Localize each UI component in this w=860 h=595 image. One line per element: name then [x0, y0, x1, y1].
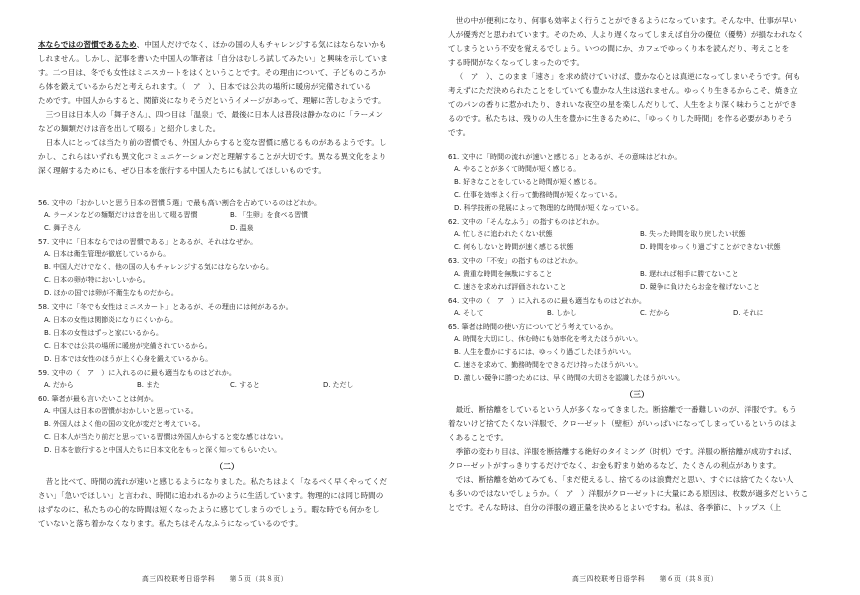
question-63: 63. 文中の「不安」の指すものはどれか。 [448, 256, 583, 266]
option-b: B. しかし [547, 308, 577, 317]
options-62b [448, 241, 826, 254]
option-c: C. 日本では公共の場所に暖房が完備されているから。 [44, 341, 212, 350]
options-63b [448, 281, 826, 294]
option-a: A. だから [44, 380, 74, 389]
option-a: A. やることが多くて時間が短く感じる。 [454, 165, 581, 174]
passage-line: ためです。中国人からすると、関節炎になりそうだというイメージがあって、理解に苦しむようです。 [38, 96, 386, 105]
options-62 [448, 228, 826, 241]
question-60: 60. 筆者が最も言いたいことは何か。 [38, 393, 158, 403]
passage-line: ら体を鍛えているからだと考えられます。（ ア ）、日本では公共の場所に暖房が完備されている [38, 82, 372, 91]
question-61: 61. 文中に「時間の流れが速いと感じる」とあるが、その意味はどれか。 [448, 152, 682, 161]
passage-line: 最近、断捨離をしているという人が多くなってきました。断捨離で一番難しいのが、洋服です。もう [455, 405, 797, 415]
option-c: C. 日本の卵が特においしいから。 [44, 276, 150, 285]
page-footer: 高三四校联考日语学科 第６页（共８页） [572, 575, 718, 583]
question-57: 57. 文中に「日本ならではの習慣である」とあるが、それはなぜか。 [38, 237, 258, 247]
option-b: B. 日本の女性はずっと家にいるから。 [44, 328, 163, 337]
question-64: 64. 文中の（ ア ）に入れるのに最も適当なものはどれか。 [448, 295, 646, 305]
option-d: D. ほかの国では卵が不衛生なものだから。 [44, 289, 178, 298]
question-59: 59. 文中の（ ア ）に入れるのに最も適当なものはどれか。 [38, 367, 236, 377]
option-d: D. 温泉 [230, 224, 254, 233]
option-d: D. 時間をゆっくり過ごすことができない状態 [640, 243, 781, 252]
passage-line: クローゼットがすっきりするだけでなく、お金も貯まり始めるなど、たくさんの利点があります。 [448, 461, 781, 471]
option-c: C. すると [230, 380, 260, 389]
option-c: C. 舞子さん [44, 224, 81, 233]
option-c: C. 日本人が当たり前だと思っている習慣は外国人からすると変な感じはない。 [44, 433, 288, 442]
option-d: D. 科学技術の発展によって物理的な時間が短くなっている。 [454, 204, 643, 213]
underlined-phrase: 本ならではの習慣であるため [38, 40, 137, 49]
option-d: D. 競争に負けたらお金を稼げないこと [640, 282, 760, 291]
passage-line: るのです。私たちは、残りの人生を豊かに生きるために、「ゆっくりした時間」を作る必要がありそう [448, 114, 793, 123]
option-a: A. 忙しさに追われたくない状態 [454, 230, 553, 239]
page-footer: 高三四校联考日语学科 第５页（共８页） [142, 575, 288, 583]
passage-line: かし、これらはいずれも異文化コミュニケーションだと理解することが大切です。異なる異文化をより [38, 152, 387, 161]
passage-line: する時間がなくなってしまったのです。 [448, 58, 585, 67]
passage-line: 考えずにただ決められたことをしていても豊かな人生は送れません。ゆっくり生きるからこそ、焼き立 [448, 86, 798, 95]
passage-line: 季節の変わり目は、洋服を断捨離する絶好のタイミング（时机）です。洋服の断捨離が成功すれば、 [455, 447, 797, 457]
option-c: C. 速さを求めて、勤務時間をできるだけ持ったほうがいい。 [454, 361, 643, 370]
passage-line: す。二つ目は、冬でも女性はミニスカートをはくということです。その理由について、子どものころか [38, 68, 386, 77]
option-b: B. 人生を豊かにするには、ゆっくり過ごしたほうがいい。 [454, 348, 636, 357]
options-64 [448, 307, 826, 320]
option-d: D. 激しい競争に勝つためには、早く時間の大切さを認識したほうがいい。 [454, 374, 685, 383]
passage-line: などの麺類だけは音を出して啜る」と紹介しました。 [38, 124, 221, 133]
option-a: A. そして [454, 308, 484, 317]
option-d: D. それに [733, 308, 764, 317]
option-d: D. ただし [323, 380, 354, 389]
section-heading-2: （二） [215, 462, 239, 472]
option-b: B. 外国人はよく他の国の文化が変だと考えている。 [44, 420, 205, 429]
passage-line: 昔と比べて、時間の流れが速いと感じるようになりました。私たちはよく「なるべく早くやってくだ [45, 477, 388, 487]
passage-line: では、断捨離を始めてみても、「まだ使えるし、捨てるのは浪費だと思い、すぐには捨てたくない人 [455, 475, 794, 485]
option-a: A. 時間を大切にし、休む時にも効率化を考えたほうがいい。 [454, 335, 643, 344]
passage-line: 人が優秀だと思われています。そのため、人より遅くなってしまえば自分の優位（優勢）が損なわれなく [448, 30, 804, 39]
option-b: B. 好きなことをしていると時間が短く感じる。 [454, 178, 601, 187]
section-heading-3: （三） [625, 390, 649, 400]
option-a: A. 中国人は日本の習慣がおかしいと思っている。 [44, 407, 198, 416]
option-c: C. 速さを求めれば評価されないこと [454, 282, 567, 291]
options-59 [38, 379, 416, 392]
option-b: B. 失った時間を取り戻したい状態 [640, 230, 746, 239]
option-a: A. ラーメンなどの麺類だけは音を出して啜る習慣 [44, 211, 198, 220]
option-c: C. 仕事を効率よく行って勤務時間が短くなっている。 [454, 191, 622, 200]
options-56 [38, 209, 416, 222]
option-d: D. 日本では女性のほうが上く心身を鍛えているから。 [44, 354, 213, 363]
passage-line: さい」「急いでほしい」と言われ、時間に追われるかのように生活しています。物理的には同じ時間の [38, 491, 384, 501]
option-b: B. また [137, 380, 160, 389]
passage-line: しれません。しかし、記事を書いた中国人の筆者は「自分はむしろ試してみたい」と興味を示していま [38, 54, 388, 63]
options-56b [38, 222, 416, 235]
passage-line: 世の中が便利になり、何事も効率よく行うことができるようになっています。そんな中、仕事が早い [455, 16, 797, 25]
option-a: A. 日本の女性は関節炎になりにくいから。 [44, 315, 178, 324]
option-b: B. 遅れれば相手に勝てないこと [640, 269, 739, 278]
question-56: 56. 文中の「おかしいと思う日本の習慣５選」で最も高い割合を占めているのはどれか。 [38, 198, 322, 207]
passage-line: 深く理解するためにも、ぜひ日本を旅行する中国人たちにも試してほしいものです。 [38, 166, 326, 175]
question-65: 65. 筆者は時間の使い方についてどう考えているか。 [448, 321, 618, 331]
passage-line: とです。そんな時は、自分の洋服の適正量を決めるとよいですね。私は、各季節に、トップス（上 [448, 503, 781, 513]
page-right [430, 0, 860, 595]
question-62: 62. 文中の「そんなふう」の指すものはどれか。 [448, 217, 604, 227]
passage-line: てしまうという不安を覚えるでしょう。いつの間にか、カフェでゆっくり本を読んだり、考えことを [448, 44, 790, 53]
option-d: D. 日本を旅行すると中国人たちに日本文化をもっと深く知ってもらいたい。 [44, 446, 282, 455]
question-58: 58. 文中に「冬でも女性はミニスカート」とあるが、その理由には何があるか。 [38, 302, 293, 312]
passage-line: はずなのに、私たちの心的な時間は短くなったように感じてしまうのでしょう。暇な時でも何かをし [38, 505, 380, 515]
passage-line: 着ないけど捨てたくない洋服で、クローゼット（壁柜）がいっぱいになってしまっているというのはよ [448, 419, 797, 429]
options-63 [448, 268, 826, 281]
option-a: A. 日本は衛生管理が徹底しているから。 [44, 250, 171, 259]
option-c: C. 何もしないと時間が速く感じる状態 [454, 243, 574, 252]
passage-line: 本ならではの習慣であるため、中国人だけでなく、ほかの国の人もチャレンジする気にはならないかも [38, 40, 387, 49]
option-b: B. 「生卵」を食べる習慣 [230, 211, 309, 220]
option-c: C. だから [640, 308, 670, 317]
passage-line: 日本人にとっては当たり前の習慣でも、外国人からすると変な習慣に感じるものがあるようです。し [45, 138, 387, 147]
option-b: B. 中国人だけでなく、他の国の人もチャレンジする気にはならないから。 [44, 263, 273, 272]
passage-line: ていないと落ち着かなくなります。私たちはそんなふうになっているのです。 [38, 519, 303, 529]
option-a: A. 貴重な時間を無駄にすること [454, 269, 553, 278]
passage-line: も多いのではないでしょうか。（ ア ）洋服がクローゼットに大量にある原因は、枚数が過多だというこ [448, 489, 809, 499]
passage-line: くあることです。 [448, 433, 509, 443]
passage-line: （ ア ）、このまま「速さ」を求め続けていけば、豊かな心とは真逆になってしまいそうです。何も [455, 72, 801, 81]
passage-line: です。 [448, 128, 471, 137]
passage-line: 三つ目は日本人の「舞子さん」、四つ目は「温泉」で、最後に日本人は普段は静かなのに「ラーメン [45, 110, 383, 119]
passage-line: てのパンの香りに惹かれたり、きれいな夜空の星を楽しんだりして、人生をより深く味わうことができ [448, 100, 798, 109]
